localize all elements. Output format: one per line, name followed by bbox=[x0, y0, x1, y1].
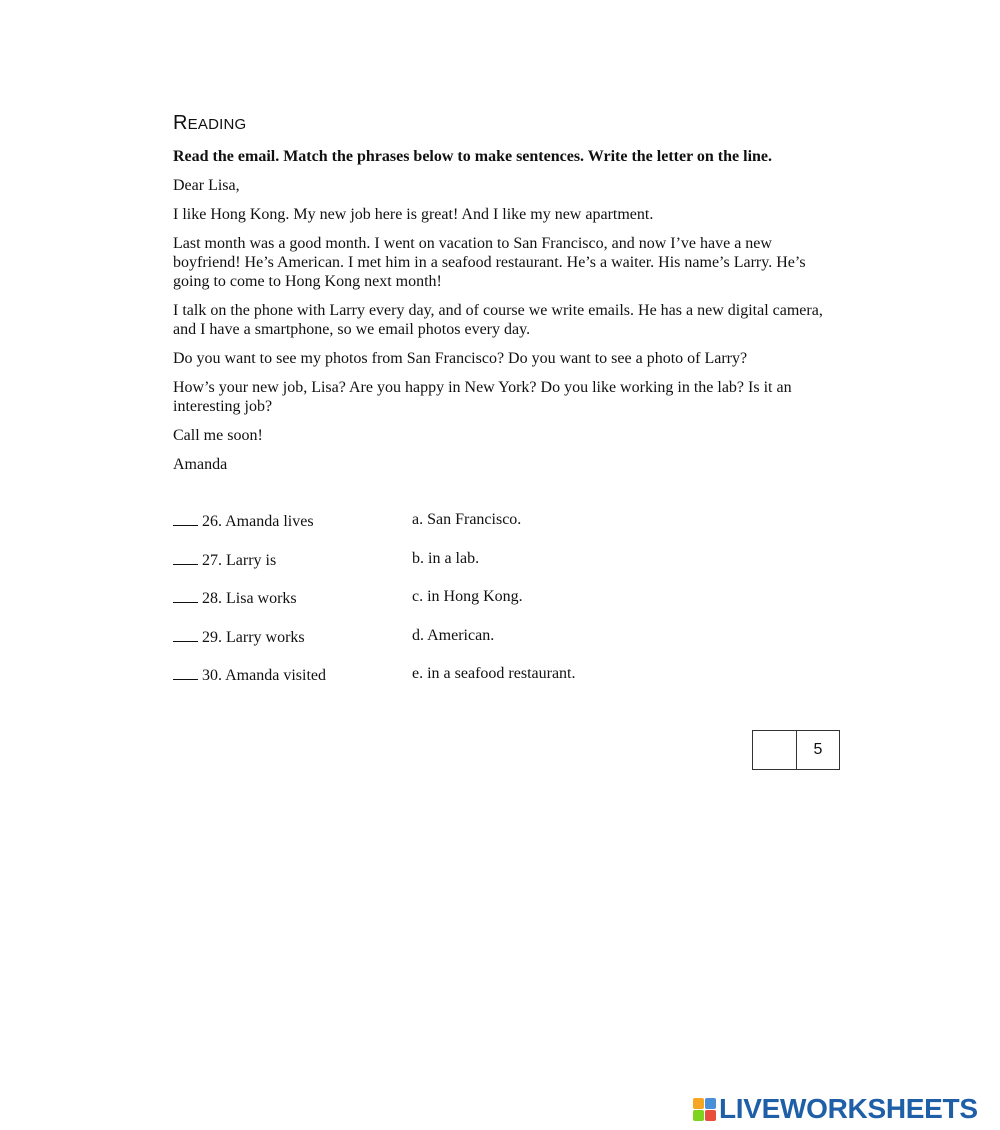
match-row bbox=[173, 588, 843, 627]
match-row bbox=[173, 550, 843, 589]
score-input-cell[interactable] bbox=[753, 731, 797, 769]
match-prompt bbox=[173, 588, 297, 608]
email-paragraph: Do you want to see my photos from San Francisco? Do you want to see a photo of Larry? bbox=[173, 350, 748, 367]
worksheet-page bbox=[173, 112, 843, 704]
match-row bbox=[173, 627, 843, 666]
match-prompt bbox=[173, 665, 326, 685]
logo-square bbox=[705, 1110, 716, 1121]
match-prompt bbox=[173, 511, 314, 531]
match-prompt bbox=[173, 627, 305, 647]
match-option: d. American. bbox=[412, 626, 495, 644]
liveworksheets-brand bbox=[693, 1093, 978, 1125]
answer-blank[interactable] bbox=[173, 511, 198, 526]
email-paragraph: How’s your new job, Lisa? Are you happy in New York? Do you like working in the lab? Is it an interesting job? bbox=[173, 379, 792, 415]
instruction-text: Read the email. Match the phrases below to make sentences. Write the letter on the line. bbox=[173, 148, 773, 165]
answer-blank[interactable] bbox=[173, 550, 198, 565]
score-box bbox=[752, 730, 840, 770]
match-prompt-text: 29. Larry works bbox=[202, 628, 305, 646]
match-row bbox=[173, 665, 843, 704]
match-option: c. in Hong Kong. bbox=[412, 588, 523, 605]
match-prompt-text: 27. Larry is bbox=[202, 551, 277, 569]
liveworksheets-logo-icon bbox=[693, 1098, 716, 1121]
email-paragraph: I talk on the phone with Larry every day, and of course we write emails. He has a new digital camera, and I have a smartphone, so we email photos every day. bbox=[173, 302, 823, 338]
email-paragraph: I like Hong Kong. My new job here is great! And I like my new apartment. bbox=[173, 206, 654, 223]
score-total: 5 bbox=[813, 741, 823, 758]
answer-blank[interactable] bbox=[173, 665, 198, 680]
email-paragraph: Last month was a good month. I went on vacation to San Francisco, and now I’ve have a new boyfriend! He’s American. I met him in a seafood restaurant. He’s a waiter. His name’s Larry. He’s going to come to Hong Kong next month! bbox=[173, 235, 806, 290]
brand-name: LIVEWORKSHEETS bbox=[719, 1093, 978, 1124]
logo-square bbox=[693, 1110, 704, 1121]
match-prompt-text: 26. Amanda lives bbox=[202, 513, 314, 530]
answer-blank[interactable] bbox=[173, 588, 198, 603]
email-signature: Amanda bbox=[173, 456, 228, 473]
email-greeting: Dear Lisa, bbox=[173, 177, 240, 194]
match-row bbox=[173, 511, 843, 550]
match-option: a. San Francisco. bbox=[412, 511, 522, 528]
matching-exercise bbox=[173, 511, 843, 704]
match-prompt-text: 28. Lisa works bbox=[202, 590, 297, 607]
logo-square bbox=[693, 1098, 704, 1109]
section-title-rest: EADING bbox=[187, 116, 247, 133]
answer-blank[interactable] bbox=[173, 627, 198, 642]
logo-square bbox=[705, 1098, 716, 1109]
email-body bbox=[173, 176, 843, 474]
match-prompt-text: 30. Amanda visited bbox=[202, 667, 326, 684]
match-option: b. in a lab. bbox=[412, 549, 480, 567]
section-title-initial: R bbox=[173, 112, 188, 134]
match-option: e. in a seafood restaurant. bbox=[412, 665, 576, 682]
match-prompt bbox=[173, 550, 276, 570]
email-paragraph: Call me soon! bbox=[173, 427, 263, 444]
section-title bbox=[173, 112, 843, 135]
